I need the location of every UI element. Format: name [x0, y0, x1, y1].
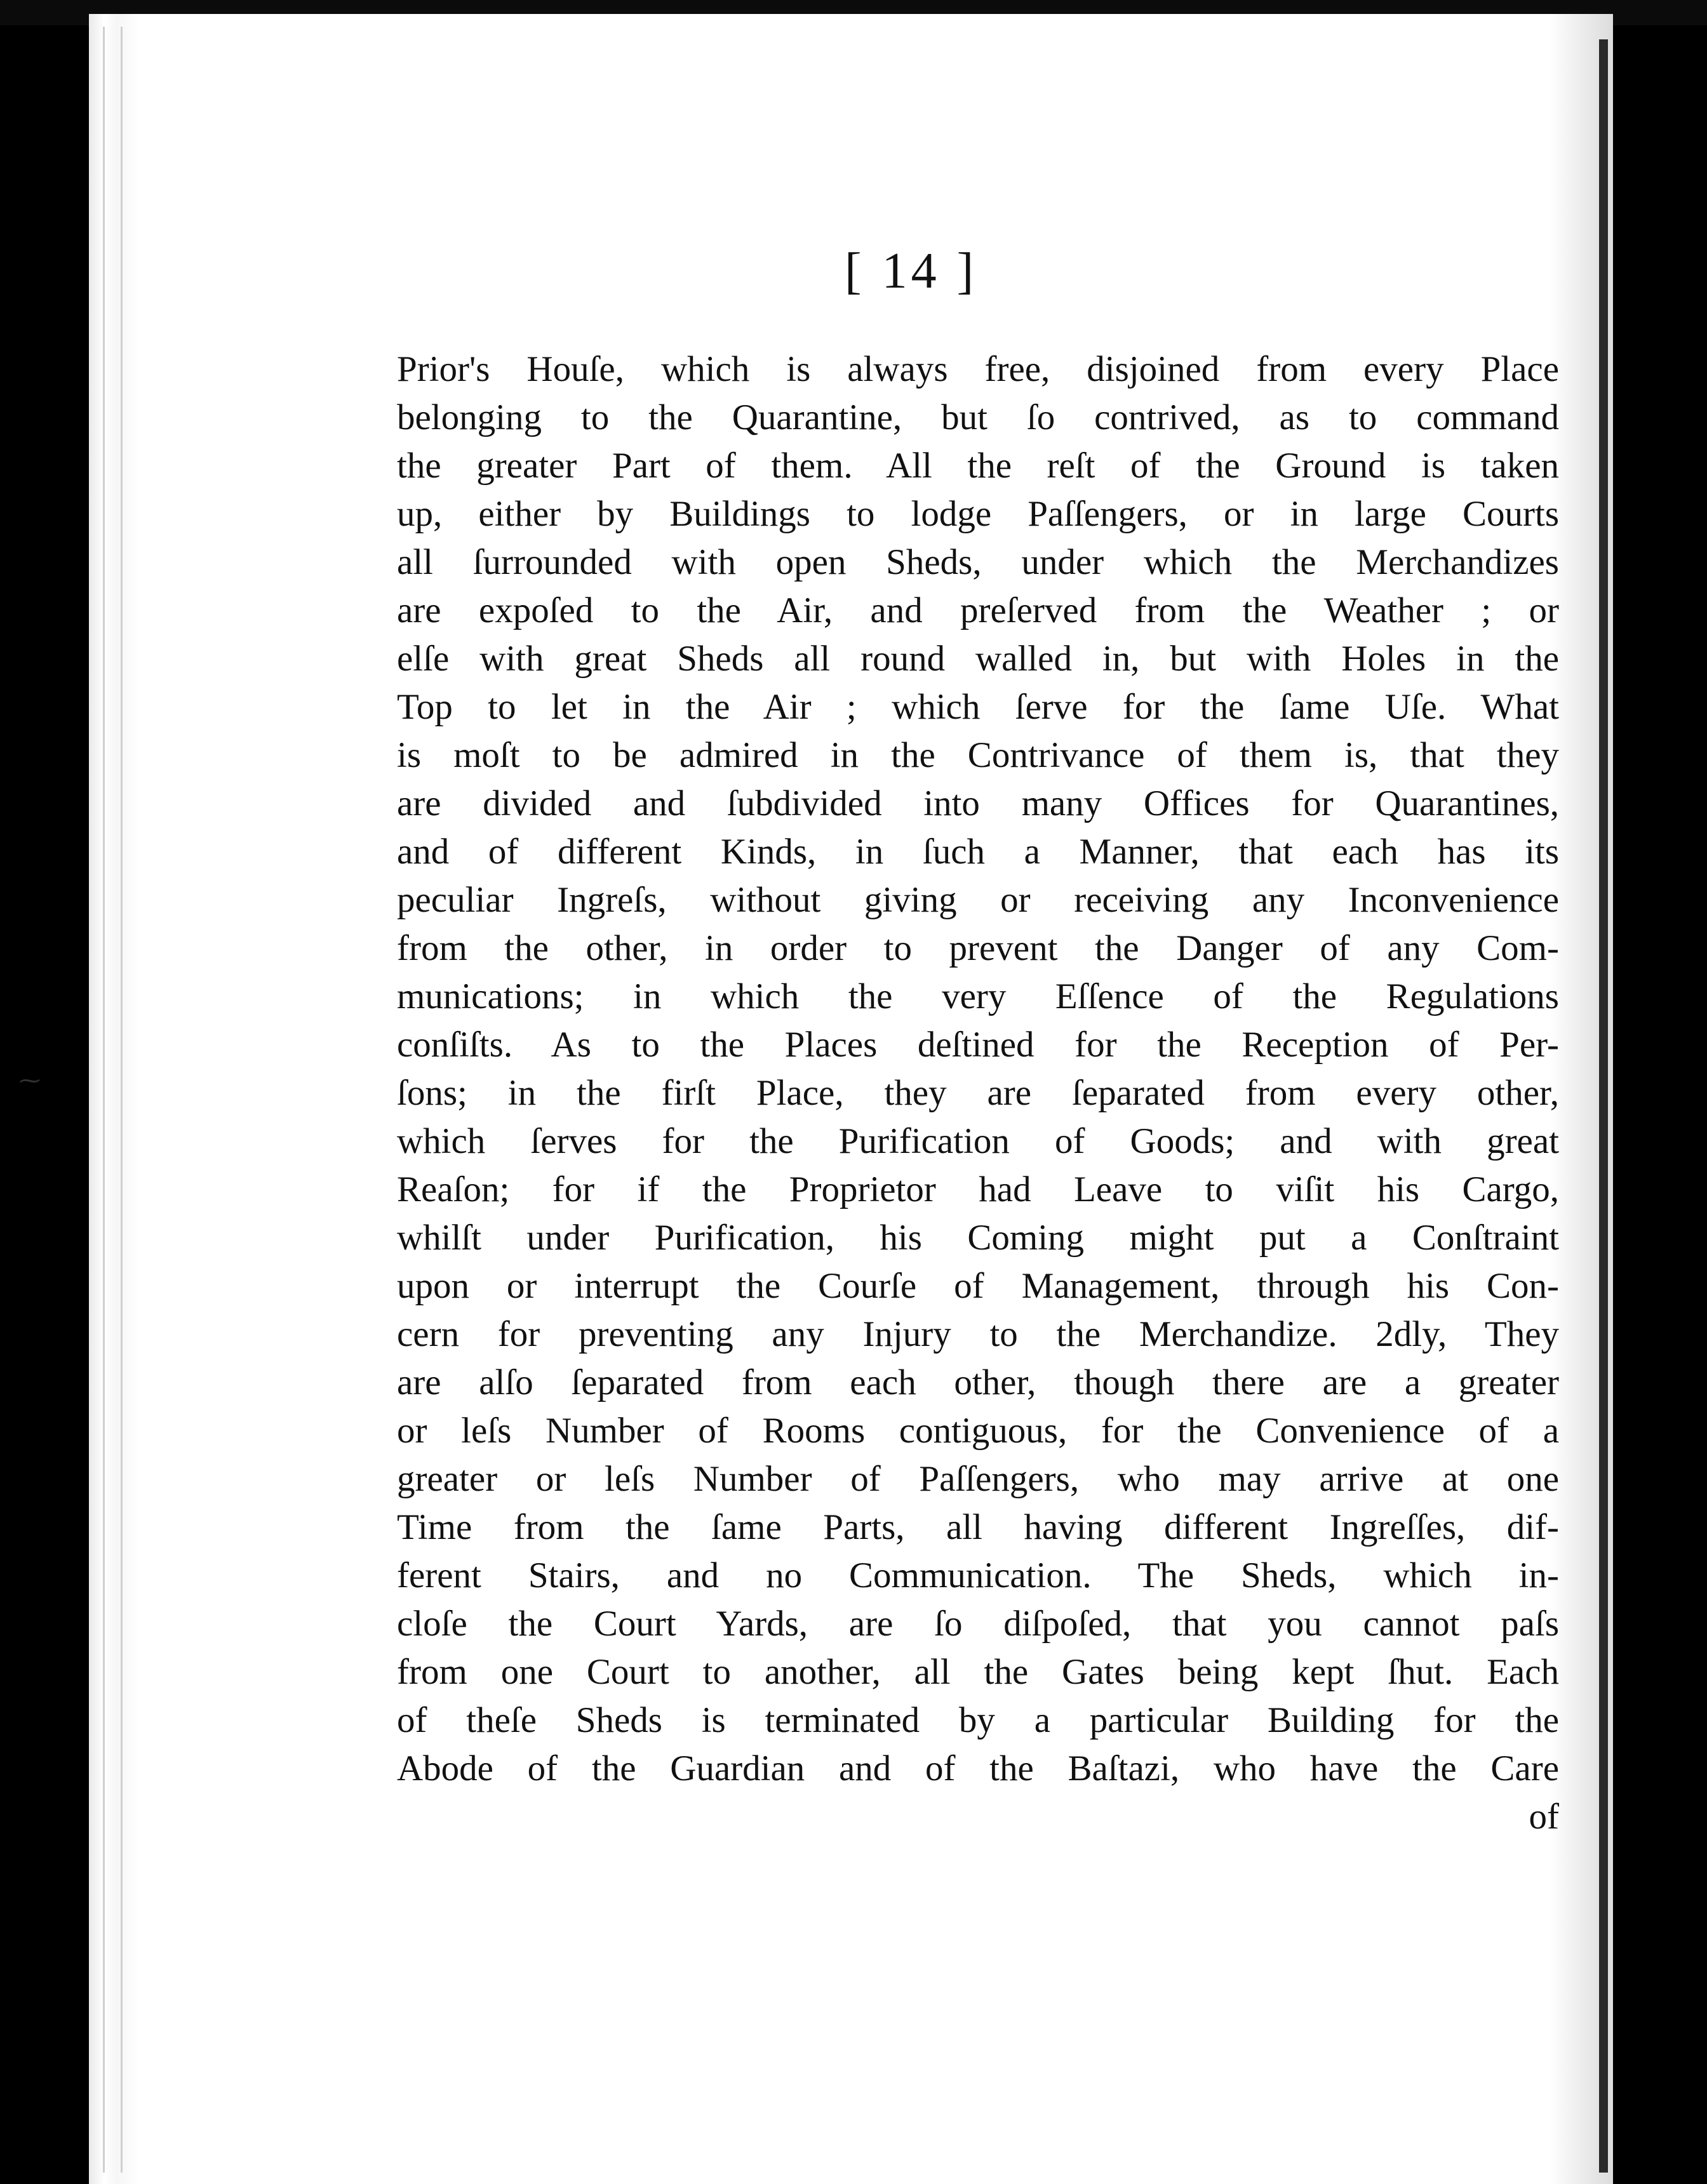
text-line: is moſt to be admired in the Contrivance of them is, that they [397, 735, 1559, 775]
catchword: of [1529, 1797, 1559, 1837]
text-line: Time from the ſame Parts, all having different Ingreſſes, dif- [397, 1507, 1559, 1547]
text-line: or leſs Number of Rooms contiguous, for the Convenience of a [397, 1411, 1559, 1451]
page-gutter-left [89, 14, 140, 2184]
text-line: Prior's Houſe, which is always free, disjoined from every Place [397, 349, 1559, 389]
text-line: Top to let in the Air ; which ſerve for the ſame Uſe. What [397, 687, 1559, 727]
gutter-line [103, 27, 105, 2173]
text-line: and of different Kinds, in ſuch a Manner, that each has its [397, 832, 1559, 872]
page-edge-shadow [1599, 39, 1608, 2173]
scanned-page [19, 14, 1613, 2184]
page-number: [ 14 ] [845, 243, 978, 299]
text-line: all ſurrounded with open Sheds, under which the Merchandizes [397, 542, 1559, 582]
text-line: are divided and ſubdivided into many Offices for Quarantines, [397, 783, 1559, 823]
margin-speck: ⁓ [19, 1069, 41, 1093]
text-line: up, either by Buildings to lodge Paſſengers, or in large Courts [397, 494, 1559, 534]
text-line: Reaſon; for if the Proprietor had Leave to viſit his Cargo, [397, 1169, 1559, 1209]
text-line: belonging to the Quarantine, but ſo contrived, as to command [397, 397, 1559, 437]
text-line: the greater Part of them. All the reſt of the Ground is taken [397, 446, 1559, 486]
text-line: greater or leſs Number of Paſſengers, who may arrive at one [397, 1459, 1559, 1499]
text-line: of theſe Sheds is terminated by a particular Building for the [397, 1700, 1559, 1740]
text-line: ferent Stairs, and no Communication. The Sheds, which in- [397, 1555, 1559, 1595]
text-line: cloſe the Court Yards, are ſo diſpoſed, that you cannot paſs [397, 1604, 1559, 1644]
text-line: peculiar Ingreſs, without giving or receiving any Inconvenience [397, 880, 1559, 920]
text-line: conſiſts. As to the Places deſtined for the Reception of Per- [397, 1025, 1559, 1065]
text-line: cern for preventing any Injury to the Merchandize. 2dly, They [397, 1314, 1559, 1354]
text-line: ſons; in the firſt Place, they are ſeparated from every other, [397, 1073, 1559, 1113]
text-line: from one Court to another, all the Gates being kept ſhut. Each [397, 1652, 1559, 1692]
text-line: upon or interrupt the Courſe of Management, through his Con- [397, 1266, 1559, 1306]
gutter-line [121, 27, 123, 2173]
text-line: from the other, in order to prevent the Danger of any Com- [397, 928, 1559, 968]
text-line: which ſerves for the Purification of Goods; and with great [397, 1121, 1559, 1161]
text-line: Abode of the Guardian and of the Baſtazi, who have the Care [397, 1748, 1559, 1788]
text-line: are alſo ſeparated from each other, though there are a greater [397, 1362, 1559, 1402]
page-edge-right [1550, 14, 1613, 2184]
text-line: are expoſed to the Air, and preſerved from the Weather ; or [397, 590, 1559, 630]
text-line: whilſt under Purification, his Coming might put a Conſtraint [397, 1218, 1559, 1258]
body-text [397, 345, 1559, 1841]
text-line: elſe with great Sheds all round walled in, but with Holes in the [397, 639, 1559, 679]
text-line: munications; in which the very Eſſence of the Regulations [397, 976, 1559, 1016]
